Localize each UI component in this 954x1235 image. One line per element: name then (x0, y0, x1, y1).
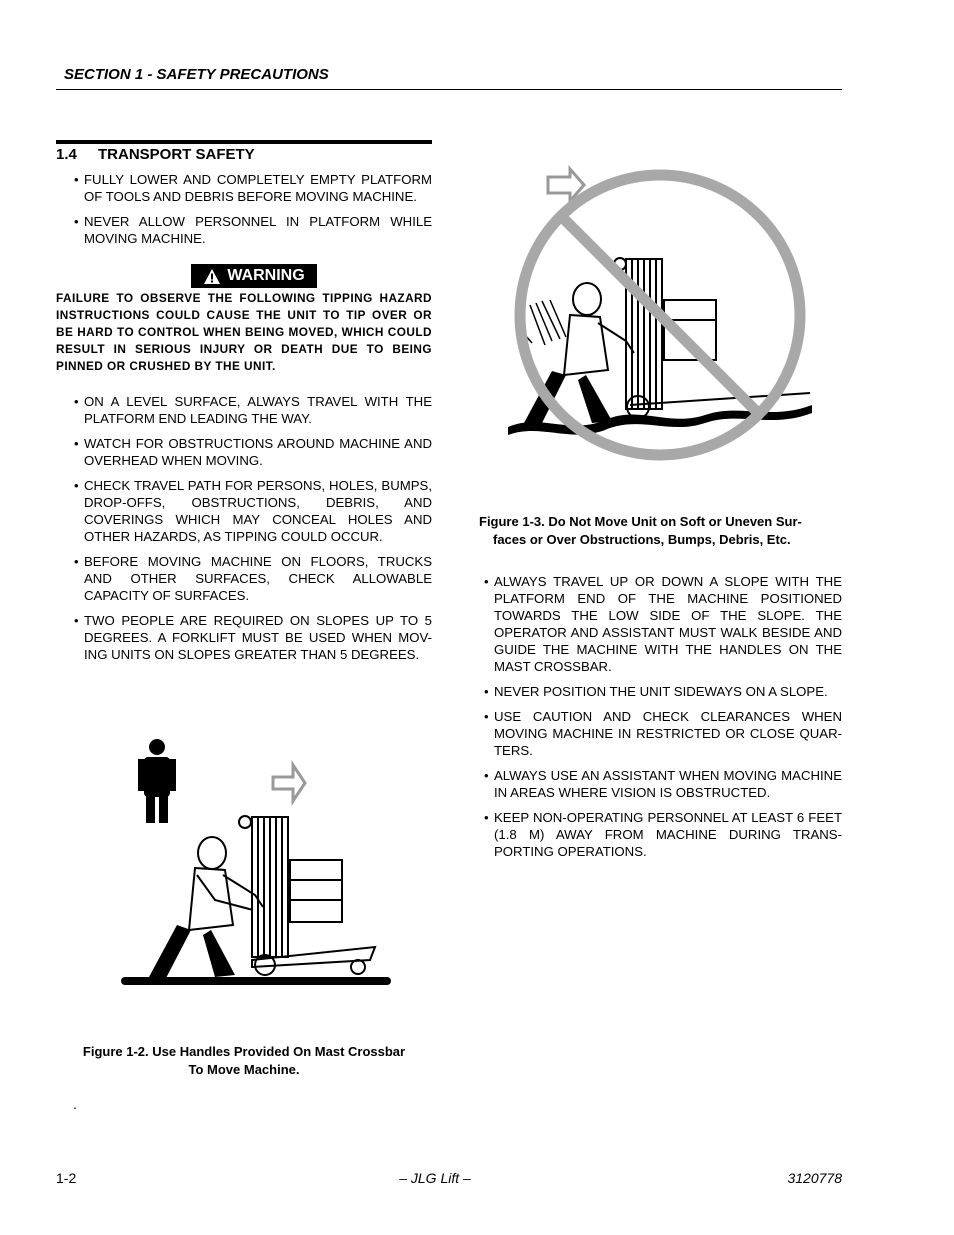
list-item: • ALWAYS TRAVEL UP OR DOWN A SLOPE WITH THE PLATFORM END OF THE MACHINE POSITIONED TOWARDS THE LOW SIDE OF THE SLOPE. THE OPERATOR AND ASSISTANT MUST WALK BESIDE AND GUIDE THE MACHINE WITH THE HANDLES ON THE MAST CROSSBAR. (484, 573, 842, 675)
list-item: • ON A LEVEL SURFACE, ALWAYS TRAVEL WITH THE PLATFORM END LEADING THE WAY. (74, 393, 432, 427)
warning-badge (191, 264, 317, 288)
section-heading (56, 146, 255, 163)
footer-brand: – JLG Lift – (399, 1170, 471, 1186)
list-item: • FULLY LOWER AND COMPLETELY EMPTY PLATFORM OF TOOLS AND DEBRIS BEFORE MOVING MACHINE. (74, 171, 432, 205)
warning-label: WARNING (227, 267, 305, 284)
heading-rule (56, 140, 432, 144)
bullet-list-top (74, 171, 432, 255)
figure-1-3-illustration (500, 165, 830, 465)
prohibition-sign-icon (520, 175, 800, 455)
bullet-list-bottom (74, 393, 432, 671)
direction-arrow-icon (273, 765, 305, 801)
worker-figure (564, 283, 634, 375)
figure-1-2-caption (56, 1043, 432, 1079)
ground-line (121, 977, 391, 985)
list-item: • USE CAUTION AND CHECK CLEARANCES WHEN MOVING MACHINE IN RESTRICTED OR CLOSE QUAR-TERS. (484, 708, 842, 759)
bullet-list-right (484, 573, 842, 868)
list-item: • WATCH FOR OBSTRUCTIONS AROUND MACHINE AND OVERHEAD WHEN MOVING. (74, 435, 432, 469)
person-silhouette-icon (138, 739, 176, 823)
list-item: • NEVER POSITION THE UNIT SIDEWAYS ON A SLOPE. (484, 683, 842, 700)
list-item: • TWO PEOPLE ARE REQUIRED ON SLOPES UP TO 5 DEGREES. A FORKLIFT MUST BE USED WHEN MOV-ING UNITS ON SLOPES GREATER THAN 5 DEGREES. (74, 612, 432, 663)
list-item: • BEFORE MOVING MACHINE ON FLOORS, TRUCKS AND OTHER SURFACES, CHECK ALLOWABLE CAPACITY OF SURFACES. (74, 553, 432, 604)
stray-mark: . (73, 1096, 77, 1112)
list-item: • KEEP NON-OPERATING PERSONNEL AT LEAST 6 FEET (1.8 M) AWAY FROM MACHINE DURING TRANS-PORTING OPERATIONS. (484, 809, 842, 860)
section-title: TRANSPORT SAFETY (98, 146, 255, 163)
figure-1-2-caption-line2: To Move Machine. (188, 1062, 300, 1077)
lift-machine (239, 816, 375, 975)
figure-1-3-caption (479, 513, 842, 549)
header-rule (56, 89, 842, 90)
section-header: SECTION 1 - SAFETY PRECAUTIONS (64, 66, 329, 83)
page-number: 1-2 (56, 1170, 77, 1186)
list-item: • ALWAYS USE AN ASSISTANT WHEN MOVING MACHINE IN AREAS WHERE VISION IS OBSTRUCTED. (484, 767, 842, 801)
figure-1-2-illustration (115, 735, 395, 990)
figure-1-2-caption-line1: Figure 1-2. Use Handles Provided On Mast Crossbar (82, 1044, 406, 1059)
section-number: 1.4 (56, 146, 77, 163)
warning-triangle-icon (203, 268, 221, 285)
document-number: 3120778 (787, 1170, 842, 1186)
list-item: • NEVER ALLOW PERSONNEL IN PLATFORM WHILE MOVING MACHINE. (74, 213, 432, 247)
worker-legs (149, 925, 235, 980)
list-item: • CHECK TRAVEL PATH FOR PERSONS, HOLES, BUMPS, DROP-OFFS, OBSTRUCTIONS, DEBRIS, AND COVERINGS WHICH MAY CONCEAL HOLES AND OTHER HAZARDS, AS TIPPING COULD OCCUR. (74, 477, 432, 545)
figure-1-3-caption-line2: faces or Over Obstructions, Bumps, Debris, Etc. (493, 532, 791, 547)
warning-text: FAILURE TO OBSERVE THE FOLLOWING TIPPING HAZARD INSTRUCTIONS COULD CAUSE THE UNIT TO TIP OVER OR BE HARD TO CONTROL WHEN BEING MOVED, WHICH COULD RESULT IN SERIOUS INJURY OR DEATH DUE TO BEING PINNED OR CRUSHED BY THE UNIT. (56, 291, 432, 373)
figure-1-3-caption-line1: Figure 1-3. Do Not Move Unit on Soft or Uneven Sur- (479, 514, 802, 529)
